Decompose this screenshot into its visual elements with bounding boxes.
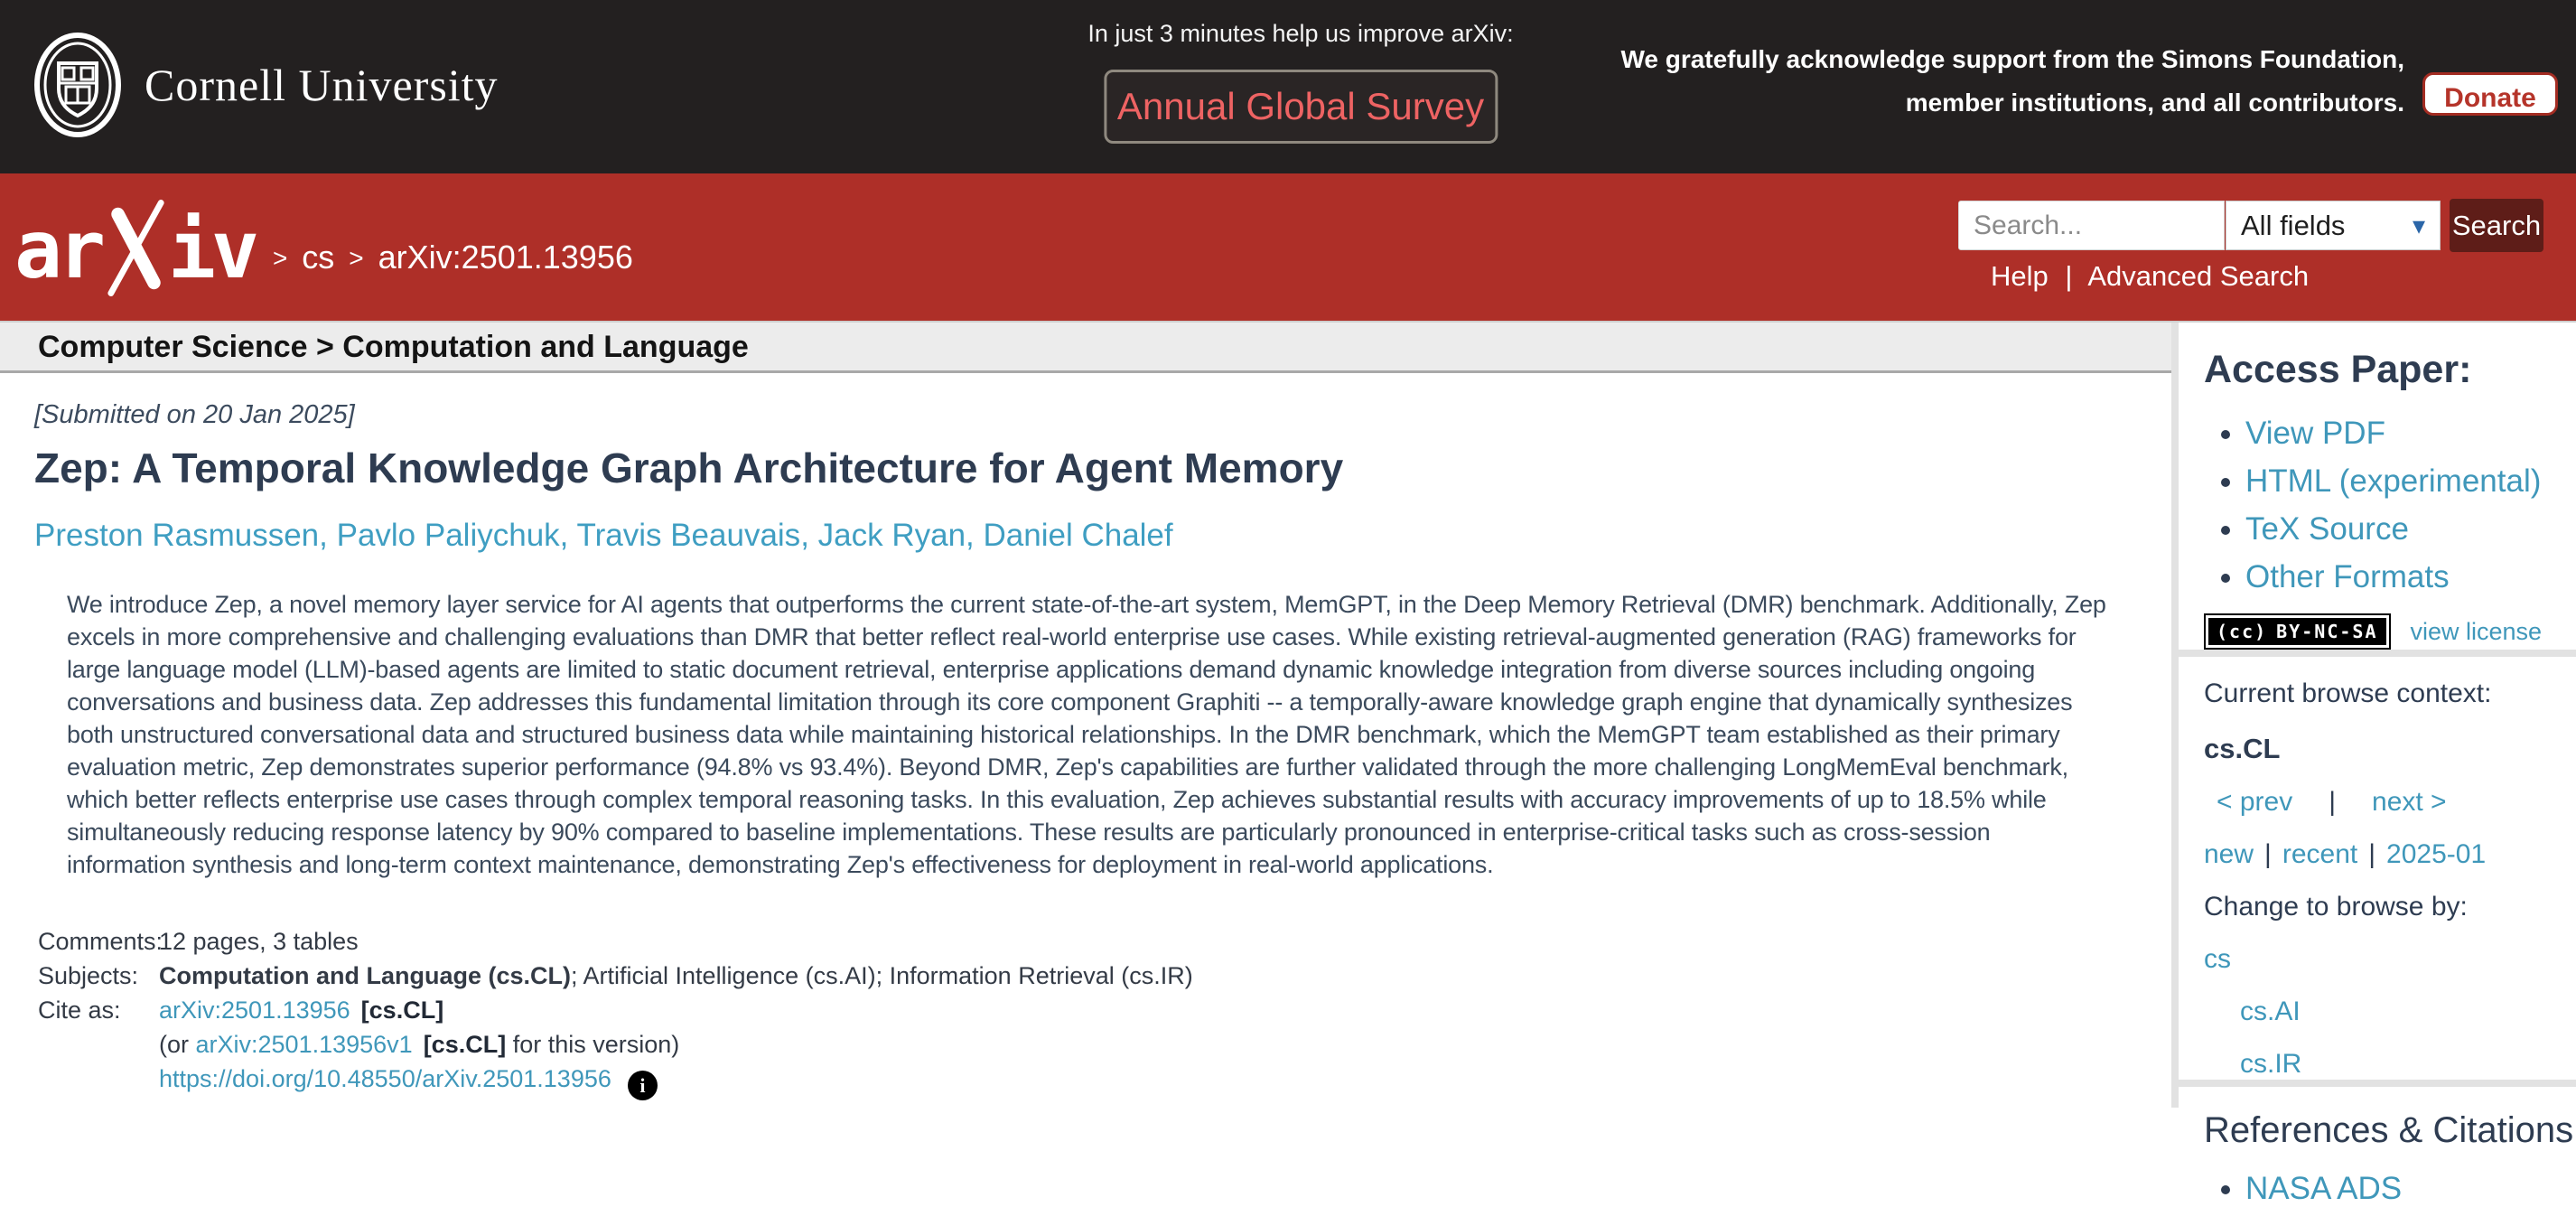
view-license-link[interactable]: view license [2410,617,2543,645]
arxiv-logo-ar: ar [14,203,101,297]
list-item [2245,1171,2576,1207]
nav-divider: | [2368,839,2376,869]
help-divider: | [2065,260,2073,292]
access-paper-section [2179,348,2576,650]
spacer [38,1062,159,1100]
nav-divider: | [2264,839,2272,869]
breadcrumb-separator: > [349,244,364,272]
references-links-list [2213,1171,2576,1207]
month-link[interactable]: 2025-01 [2386,839,2487,869]
arxiv-id-link[interactable]: arXiv:2501.13956 [159,996,350,1024]
author-link[interactable]: Pavlo Paliychuk [336,517,560,553]
search-field-select[interactable] [2226,201,2441,250]
access-links-list [2213,416,2576,595]
browse-context-label: Current browse context: [2204,678,2492,708]
arxiv-logo[interactable] [14,197,255,297]
breadcrumb [273,239,633,282]
breadcrumb-cs-link[interactable]: cs [302,239,335,276]
doi-link[interactable]: https://doi.org/10.48550/arXiv.2501.13956 [159,1064,611,1092]
author-link[interactable]: Jack Ryan [817,517,966,553]
author-separator: , [800,517,818,553]
author-link[interactable]: Travis Beauvais [576,517,801,553]
search-input[interactable] [1958,201,2225,250]
version-category-tag: [cs.CL] [423,1030,507,1058]
list-item [2245,511,2576,547]
browse-alt-row [2204,944,2576,975]
breadcrumb-paper-id: arXiv:2501.13956 [378,239,633,276]
help-link[interactable]: Help [1991,260,2049,292]
paper-title: Zep: A Temporal Knowledge Graph Architecture for Agent Memory [34,444,1344,491]
cc-icon: (cc) [2217,621,2268,642]
donate-button[interactable]: Donate [2422,72,2558,116]
author-link[interactable]: Preston Rasmussen [34,517,320,553]
cornell-wordmark: Cornell University [145,60,499,110]
support-line2: , and all contributors. [2147,89,2404,117]
next-link[interactable]: next > [2372,787,2447,817]
cite-category-tag: [cs.CL] [360,996,444,1024]
primary-subject: Computation and Language (cs.CL) [159,961,571,989]
content-area [0,321,2576,1206]
support-line1: We gratefully acknowledge support from the Simons Foundation, [1620,45,2404,73]
list-item [2245,559,2576,595]
logo-breadcrumb-row [14,197,633,297]
advanced-search-link[interactable]: Advanced Search [2087,260,2310,292]
view-pdf-link[interactable]: View PDF [2245,416,2385,451]
cc-license-badge[interactable] [2204,613,2391,650]
column-divider [2171,323,2179,1108]
acknowledgment-text [1620,38,2404,125]
info-icon[interactable]: i [628,1071,658,1100]
other-formats-link[interactable]: Other Formats [2245,559,2450,594]
subject-breadcrumb: Computer Science > Computation and Language [0,323,2171,373]
access-paper-title: Access Paper: [2204,348,2472,391]
search-button[interactable]: Search [2450,199,2543,252]
references-citations-title: References & Citations [2204,1110,2574,1150]
listing-nav-row [2204,839,2576,870]
author-separator: , [319,517,337,553]
cite-as-label: Cite as: [38,996,121,1024]
arxiv-logo-iv: iv [167,203,255,297]
references-citations-section [2179,1110,2576,1207]
arxiv-version-link[interactable]: arXiv:2501.13956v1 [195,1030,413,1058]
version-prefix: (or [159,1030,196,1058]
author-separator: , [559,517,577,553]
author-separator: , [966,517,984,553]
subjects-value [159,959,2171,993]
main-column [0,323,2171,1108]
survey-prompt-text: In just 3 minutes help us improve arXiv: [1087,20,1514,47]
tex-source-link[interactable]: TeX Source [2245,511,2409,547]
browse-alt-row [2240,1049,2576,1080]
arxiv-header [0,173,2576,321]
nasa-ads-link[interactable]: NASA ADS [2245,1171,2403,1206]
breadcrumb-separator: > [272,244,288,272]
prev-next-divider: | [2329,787,2337,817]
change-browse-label: Change to browse by: [2204,892,2468,922]
annual-global-survey-button[interactable]: Annual Global Survey [1104,70,1498,144]
secondary-subjects: ; Artificial Intelligence (cs.AI); Information Retrieval (cs.IR) [571,961,1193,989]
comments-value: 12 pages, 3 tables [159,927,359,955]
version-suffix: for this version) [506,1030,680,1058]
prev-next-row [2217,787,2576,818]
search-field-value: All fields [2241,209,2346,241]
submission-date: [Submitted on 20 Jan 2025] [34,400,355,429]
browse-context-section [2179,678,2576,1080]
browse-alt-row [2240,996,2576,1027]
comments-label: Comments: [38,927,163,955]
new-link[interactable]: new [2204,839,2254,869]
cite-as-value [159,993,2171,1027]
abstract-text: We introduce Zep, a novel memory layer service for AI agents that outperforms the current state-of-the-art system, MemGPT, in the Deep Memory Retrieval (DMR) benchmark. Additionally, Zep excels in more comprehensive and challenging evaluations than DMR that better reflect real-world enterprise use cases. While existing retrieval-augmented generation (RAG) frameworks for large language model (LLM)-based agents are limited to static document retrieval, enterprise applications demand dynamic knowledge integration from diverse sources including ongoing conversations and business data. Zep addresses this fundamental limitation through its core component Graphiti -- a temporally-aware knowledge graph engine that dynamically synthesizes both unstructured conversational data and structured business data while maintaining historical relationships. In the DMR benchmark, which the MemGPT team established as their primary evaluation metric, Zep demonstrates superior performance (94.8% vs 93.4%). Beyond DMR, Zep's capabilities are further validated through the more challenging LongMemEval benchmark, which better reflects enterprise use cases through complex temporal reasoning tasks. In this evaluation, Zep achieves substantial results with accuracy improvements of up to 18.5% while simultaneously reducing response latency by 90% compared to baseline implementations. These results are particularly pronounced in enterprise-critical tasks such as cross-session information synthesis and long-term context maintenance, demonstrating Zep's effectiveness for deployment in real-world applications. [67,590,2106,878]
recent-link[interactable]: recent [2282,839,2358,869]
browse-cs-ai-link[interactable]: cs.AI [2240,996,2301,1026]
cornell-university-logo[interactable] [33,31,499,139]
arxiv-chi-icon [105,197,168,298]
section-divider [2179,1080,2576,1087]
author-list [34,518,2137,554]
browse-cs-ir-link[interactable]: cs.IR [2240,1049,2302,1079]
cc-badge-text: BY-NC-SA [2276,621,2378,642]
help-links [1991,260,2309,293]
survey-block [1087,20,1513,144]
spacer [38,1027,159,1062]
version-line [159,1027,2171,1062]
member-institutions-link[interactable]: member institutions [1905,89,2148,117]
doi-line [159,1062,2171,1100]
html-experimental-link[interactable]: HTML (experimental) [2245,463,2542,499]
browse-cs-link[interactable]: cs [2204,944,2231,974]
license-row [2204,613,2576,650]
list-item [2245,463,2576,500]
subjects-label: Subjects: [38,961,139,989]
list-item [2245,416,2576,452]
metadata-table [38,924,2171,1100]
top-banner [0,0,2576,173]
author-link[interactable]: Daniel Chalef [983,517,1173,553]
prev-link[interactable]: < prev [2217,787,2293,817]
chevron-down-icon: ▾ [2412,211,2425,239]
section-divider [2179,650,2576,657]
cornell-seal-icon [33,31,123,139]
browse-context-value: cs.CL [2204,733,2281,764]
sidebar [2179,323,2576,1206]
